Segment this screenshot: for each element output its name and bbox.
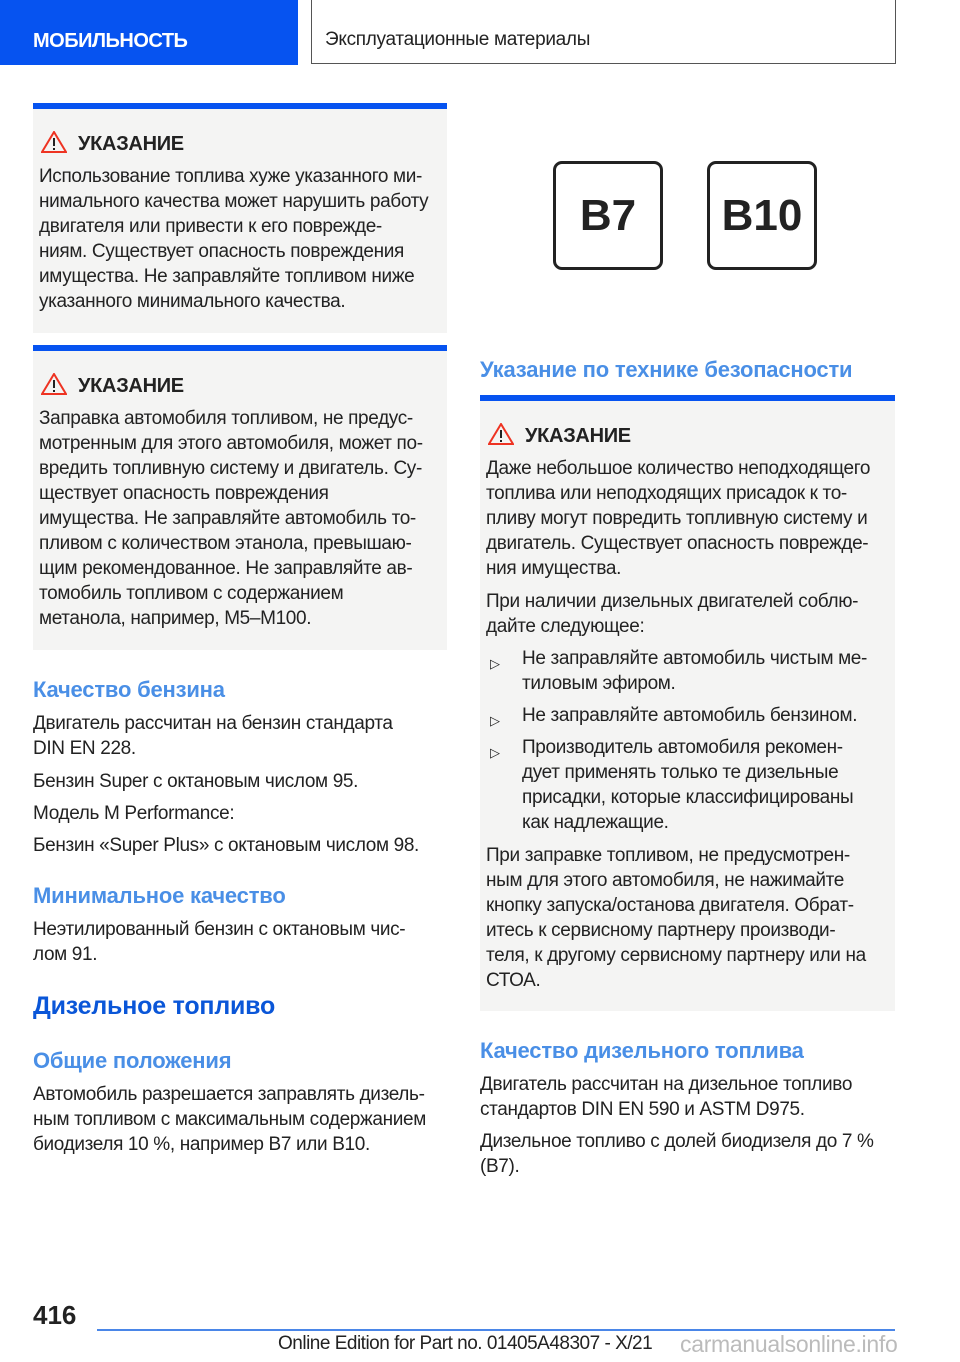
triangle-bullet-icon: ▷ bbox=[490, 745, 500, 760]
list-item: Не заправляйте автомобиль бензином. bbox=[522, 705, 858, 726]
paragraph: Двигатель рассчитан на бензин стандарта DIN EN 228. bbox=[33, 713, 393, 759]
heading-safety: Указание по технике безопасности bbox=[480, 357, 853, 382]
heading-diesel-quality: Качество дизельного топлива bbox=[480, 1038, 804, 1063]
edition-text: Online Edition for Part no. 01405A48307 - X/21 bbox=[278, 1333, 653, 1354]
notice-title: УКАЗАНИЕ bbox=[525, 425, 631, 447]
paragraph: Дизельное топливо с долей биодизеля до 7 % (B7). bbox=[480, 1131, 874, 1177]
warning-icon bbox=[41, 131, 67, 153]
paragraph: Неэтилированный бензин с октановым чис- лом 91. bbox=[33, 919, 406, 965]
warning-icon bbox=[41, 373, 67, 395]
triangle-bullet-icon: ▷ bbox=[490, 656, 500, 671]
list-item: Производитель автомобиля рекомен- дует применять только те дизельные присадки, которые классифицированы как надлежащие. bbox=[522, 737, 854, 833]
notice-title: УКАЗАНИЕ bbox=[78, 375, 184, 397]
heading-min-quality: Минимальное качество bbox=[33, 883, 286, 908]
heading-diesel: Дизельное топливо bbox=[33, 992, 276, 1020]
notice-box bbox=[33, 103, 447, 333]
notice-box bbox=[33, 345, 447, 650]
notice-box bbox=[480, 395, 895, 1011]
list-item: Не заправляйте автомобиль чистым ме- тиловым эфиром. bbox=[522, 648, 868, 694]
fuel-label-b10: B10 bbox=[707, 161, 817, 270]
notice-text: При наличии дизельных двигателей соблю- дайте следующее: bbox=[486, 591, 859, 637]
paragraph: Двигатель рассчитан на дизельное топливо стандартов DIN EN 590 и ASTM D975. bbox=[480, 1074, 853, 1120]
paragraph: Автомобиль разрешается заправлять дизель- ным топливом с максимальным содержанием биодизеля 10 %, например B7 или B10. bbox=[33, 1084, 426, 1155]
notice-text: Использование топлива хуже указанного ми- нимального качества может нарушить работу двигателя или привести к его поврежде- ниям. Существует опасность повреждения имущества. Не заправляйте топливом ниже указанного минимального качества. bbox=[39, 166, 429, 312]
chapter-tab bbox=[311, 0, 896, 64]
notice-title: УКАЗАНИЕ bbox=[78, 133, 184, 155]
warning-icon bbox=[488, 423, 514, 445]
heading-petrol-quality: Качество бензина bbox=[33, 677, 225, 702]
notice-text: При заправке топливом, не предусмотрен- ным для этого автомобиля, не нажимайте кнопку запуска/останова двигателя. Обрат- итесь к сервисному партнеру производи- теля, к другому сервисному партнеру или на СТОА. bbox=[486, 845, 866, 991]
notice-text: Заправка автомобиля топливом, не предус- мотренным для этого автомобиля, может по- вредить топливную систему и двигатель. Су- ществует опасность повреждения имущества. Не заправляйте автомобиль то- пливом с количеством этанола, превышаю- щим рекомендованное. Не заправляйте ав- томобиль топливом с содержанием метанола, например, M5–M100. bbox=[39, 408, 423, 629]
heading-general: Общие положения bbox=[33, 1048, 232, 1073]
chapter-title: Эксплуатационные материалы bbox=[325, 29, 591, 50]
notice-text: Даже небольшое количество неподходящего топлива или неподходящих присадок к то- пливу могут повредить топливную систему и двигатель. Существует опасность поврежде- ния имущества. bbox=[486, 458, 871, 579]
paragraph: Бензин Super с октановым числом 95. bbox=[33, 771, 359, 792]
section-title: МОБИЛЬНОСТЬ bbox=[33, 30, 188, 52]
page-number: 416 bbox=[33, 1300, 77, 1330]
triangle-bullet-icon: ▷ bbox=[490, 713, 500, 728]
watermark: carmanualsonline.info bbox=[680, 1331, 898, 1357]
paragraph: Бензин «Super Plus» с октановым числом 98. bbox=[33, 835, 419, 856]
section-tab bbox=[0, 0, 298, 65]
paragraph: Модель M Performance: bbox=[33, 803, 235, 824]
fuel-label-b7: B7 bbox=[553, 161, 663, 270]
